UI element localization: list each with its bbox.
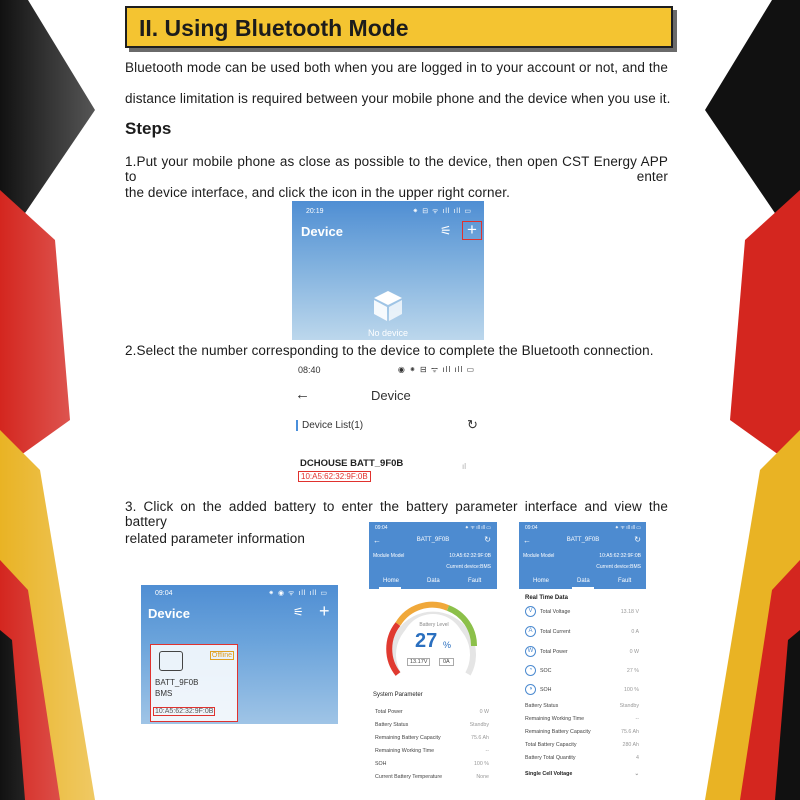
param-row: Remaining Battery Capacity 75.6 Ah xyxy=(375,735,489,741)
status-icons: ⁕ ⊟ ᯤ ıll ıll ▭ xyxy=(412,208,472,215)
step1-line-2: the device interface, and click the icon in the upper right corner. xyxy=(125,185,510,200)
device-screen-battery xyxy=(141,585,338,724)
param-row: Remaining Working Time -- xyxy=(525,716,639,722)
step1-line-1: 1.Put your mobile phone as close as possible to the device, then open CST Energy APP to enter xyxy=(125,154,668,184)
back-arrow-icon[interactable]: ← xyxy=(373,536,381,545)
current-icon: A xyxy=(525,626,536,637)
battery-data-screen xyxy=(519,522,646,788)
intro-line-1: Bluetooth mode can be used both when you are logged in to your account or not, and the xyxy=(125,60,668,75)
status-time: 08:40 xyxy=(298,365,321,375)
battery-name: BATT_9F0B xyxy=(155,678,199,687)
real-time-heading: Real Time Data xyxy=(525,595,568,601)
tab-underline xyxy=(379,587,401,589)
param-row: SOH 100 % xyxy=(375,761,489,767)
voltage-chip: 13.17V xyxy=(407,658,430,666)
status-time: 09:04 xyxy=(375,525,388,531)
battery-card[interactable] xyxy=(150,644,238,722)
tab-home[interactable]: Home xyxy=(383,578,400,584)
param-row: Remaining Working Time -- xyxy=(375,748,489,754)
module-value: 10:A5:62:32:9F:0B xyxy=(449,553,491,559)
data-item: ◑ SOH 100 % xyxy=(525,684,643,695)
module-label: Module Model xyxy=(523,553,555,559)
power-icon: W xyxy=(525,646,536,657)
add-device-button[interactable]: + xyxy=(462,221,482,240)
battery-name: BATT_9F0B xyxy=(566,537,600,543)
tab-fault[interactable]: Fault xyxy=(618,578,632,584)
data-item: A Total Current 0 A xyxy=(525,626,643,637)
param-row: Battery Status Standby xyxy=(375,722,489,728)
section-title: II. Using Bluetooth Mode xyxy=(125,6,673,48)
header xyxy=(369,522,497,589)
device-list-screen xyxy=(290,361,487,489)
data-item: ◔ SOC 27 % xyxy=(525,665,643,676)
step3-line-2: related parameter information xyxy=(125,531,305,546)
status-icons: ⁕ ◉ ᯤ ıll ıll ▭ xyxy=(268,590,328,597)
param-row: Battery Status Standby xyxy=(525,703,639,709)
tab-home[interactable]: Home xyxy=(533,578,550,584)
param-row: Total Battery Capacity 280 Ah xyxy=(525,742,639,748)
chevron-down-icon: ⌄ xyxy=(634,771,639,777)
device-title: Device xyxy=(148,606,190,621)
tab-fault[interactable]: Fault xyxy=(468,578,482,584)
signal-icon: ıl xyxy=(462,462,466,471)
header xyxy=(519,522,646,589)
back-arrow-icon[interactable]: ← xyxy=(295,386,310,403)
status-icons: ◉ ⁕ ⊟ ᯤ ıll ıll ▭ xyxy=(397,365,475,374)
tab-data[interactable]: Data xyxy=(427,578,440,584)
tab-underline xyxy=(572,587,594,589)
param-row: Current Battery Temperature None xyxy=(375,774,489,780)
gauge-value: 27 xyxy=(415,630,438,652)
filter-icon[interactable]: ⚟ xyxy=(440,223,452,238)
device-screen-empty xyxy=(292,201,484,340)
system-parameter-heading: System Parameter xyxy=(373,692,423,698)
add-icon[interactable]: + xyxy=(319,601,330,621)
status-icons: ⁕ ᯤ ıll ıll ▭ xyxy=(464,525,491,531)
refresh-icon[interactable]: ↻ xyxy=(467,417,478,432)
device-list-label: Device List(1) xyxy=(296,420,363,431)
steps-heading: Steps xyxy=(125,119,172,138)
soc-icon: ◔ xyxy=(525,665,536,676)
battery-icon xyxy=(159,651,183,671)
param-row: Remaining Battery Capacity 75.6 Ah xyxy=(525,729,639,735)
battery-name: BATT_9F0B xyxy=(416,537,450,543)
step2-text: 2.Select the number corresponding to the device to complete the Bluetooth connection. xyxy=(125,343,654,358)
status-time: 20:19 xyxy=(306,208,324,215)
module-label: Module Model xyxy=(373,553,405,559)
current-chip: 0A xyxy=(439,658,454,666)
param-row: Total Power 0 W xyxy=(375,709,489,715)
battery-type: BMS xyxy=(155,689,173,698)
soh-icon: ◑ xyxy=(525,684,536,695)
battery-home-screen xyxy=(369,522,497,788)
offline-badge: Offline xyxy=(211,652,232,659)
status-time: 09:04 xyxy=(155,590,173,597)
gauge-unit: % xyxy=(443,640,452,650)
step3-line-1: 3. Click on the added battery to enter the battery parameter interface and view the battery xyxy=(125,499,668,529)
current-device: Current device:BMS xyxy=(446,564,491,570)
refresh-icon[interactable]: ↻ xyxy=(484,535,491,544)
battery-mac: 10:A5:62:32:9F:0B xyxy=(155,708,214,715)
intro-line-2: distance limitation is required between your mobile phone and the device when you use it. xyxy=(125,91,671,106)
module-value: 10:A5:62:32:9F:0B xyxy=(599,553,641,559)
status-time: 09:04 xyxy=(525,525,538,531)
device-name[interactable]: DCHOUSE BATT_9F0B xyxy=(300,458,404,469)
single-cell-voltage-row[interactable]: Single Cell Voltage ⌄ xyxy=(525,771,639,777)
voltage-icon: V xyxy=(525,606,536,617)
box-icon xyxy=(371,289,405,323)
current-device: Current device:BMS xyxy=(596,564,641,570)
no-device-text: No device xyxy=(367,328,409,338)
device-mac: 10:A5:62:32:9F:0B xyxy=(298,471,371,482)
tab-data[interactable]: Data xyxy=(577,578,590,584)
data-item: V Total Voltage 13.18 V xyxy=(525,606,643,617)
param-row: Battery Total Quantity 4 xyxy=(525,755,639,761)
device-title: Device xyxy=(371,388,411,403)
refresh-icon[interactable]: ↻ xyxy=(634,535,641,544)
status-icons: ⁕ ᯤ ıll ıll ▭ xyxy=(614,525,641,531)
filter-icon[interactable]: ⚟ xyxy=(293,605,304,619)
data-item: W Total Power 0 W xyxy=(525,646,643,657)
back-arrow-icon[interactable]: ← xyxy=(523,536,531,545)
gauge-label: Battery Level xyxy=(419,622,449,628)
device-title: Device xyxy=(301,224,343,239)
